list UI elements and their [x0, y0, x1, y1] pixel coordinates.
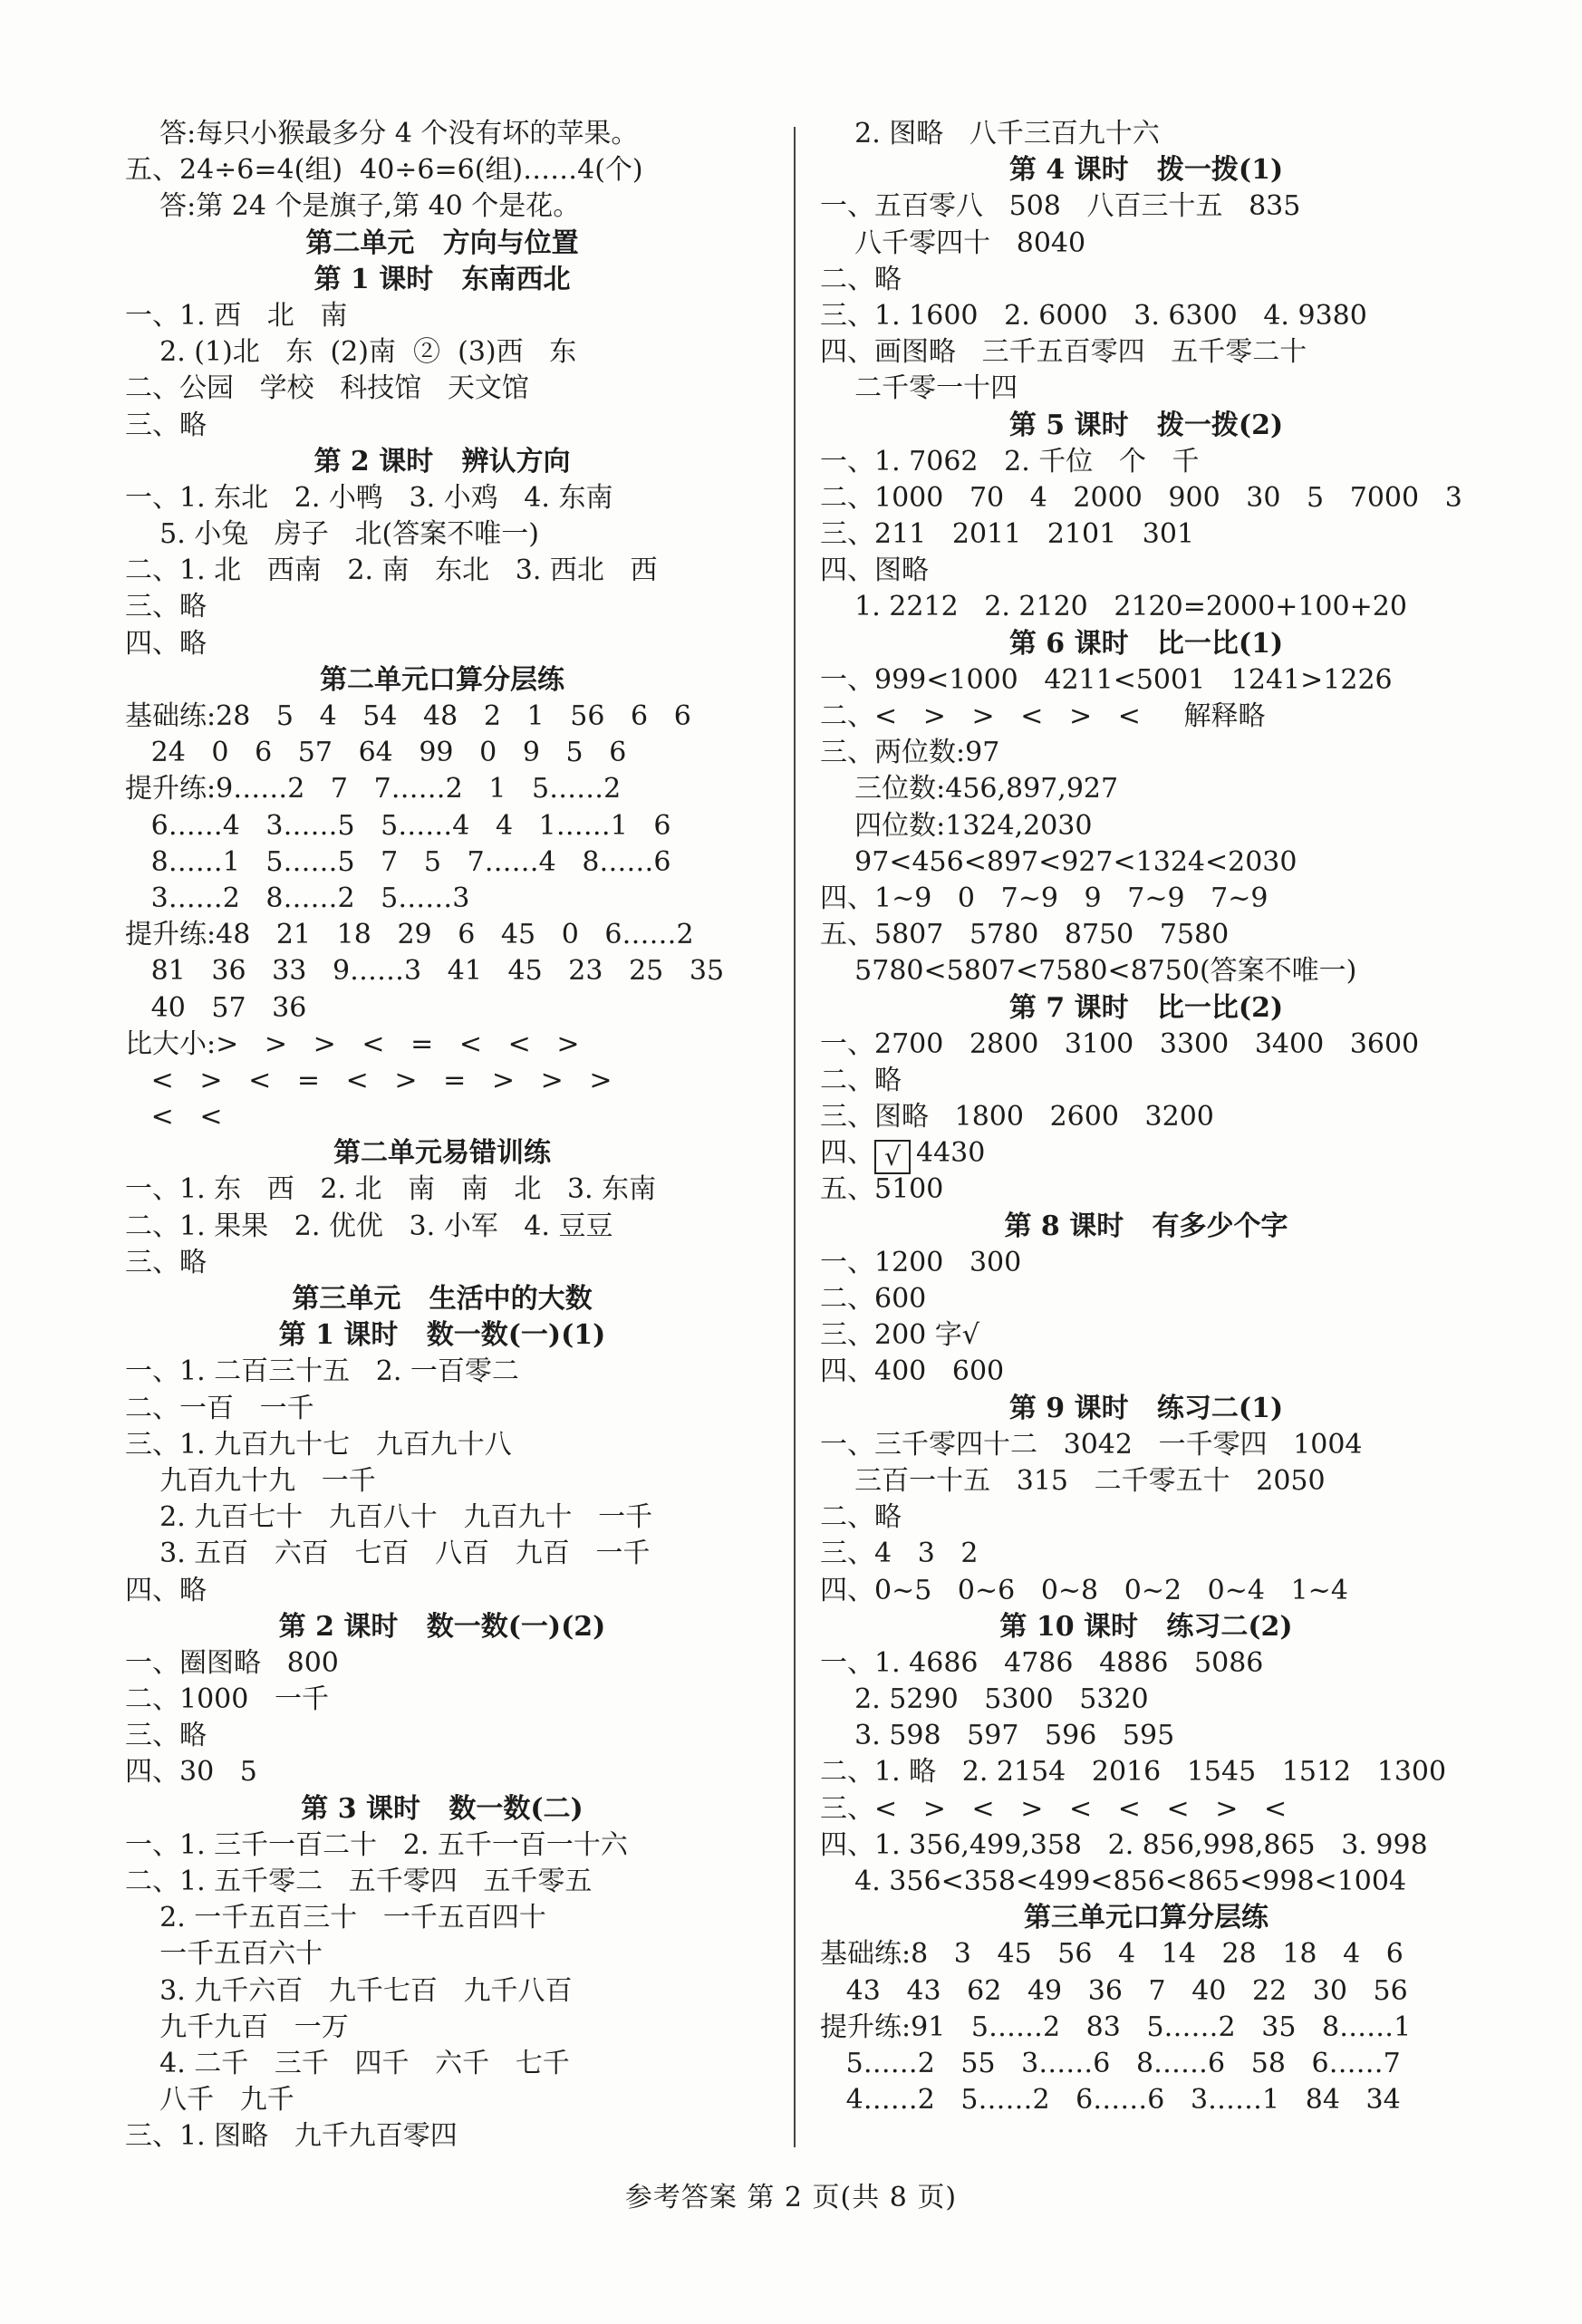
answer-line: 五、5100: [820, 1173, 944, 1206]
answer-line: 四、略: [125, 627, 207, 660]
answer-line: 四、0~5 0~6 0~8 0~2 0~4 1~4: [820, 1574, 1348, 1606]
answer-line: 3. 五百 六百 七百 八百 九百 一千: [125, 1538, 651, 1570]
answer-line: 答:第 24 个是旗子,第 40 个是花。: [125, 190, 581, 223]
answer-line: 24 0 6 57 64 99 0 9 5 6: [125, 737, 627, 769]
answer-prefix: 四、: [820, 1137, 874, 1170]
answer-line: 三、两位数:97: [820, 737, 1000, 769]
answer-line: 二、略: [820, 1064, 902, 1096]
answer-line: 2. 九百七十 九百八十 九百九十 一千: [125, 1501, 653, 1534]
answer-line: 四、图略: [820, 554, 929, 587]
answer-line: 97<456<897<927<1324<2030: [820, 845, 1297, 878]
answer-line: 九千九百 一万: [125, 2011, 349, 2043]
answer-line: 一、1. 东 西 2. 北 南 南 北 3. 东南: [125, 1173, 657, 1206]
answer-line: 三位数:456,897,927: [820, 773, 1119, 805]
answer-line: 三、< > < > < < < > <: [820, 1792, 1288, 1825]
answer-line: 基础练:28 5 4 54 48 2 1 56 6 6: [125, 700, 691, 732]
answer-line: 四、400 600: [820, 1355, 1005, 1388]
section-heading: 第二单元易错训练: [333, 1137, 551, 1170]
answer-line: 一、1. 三千一百二十 2. 五千一百一十六: [125, 1828, 628, 1861]
answer-line: 二、600: [820, 1283, 927, 1315]
answer-line: 二、1000 70 4 2000 900 30 5 7000 3: [820, 481, 1462, 514]
answer-line: 2. 一千五百三十 一千五百四十: [125, 1902, 546, 1934]
answer-line: 40 57 36: [125, 991, 307, 1024]
answer-line: 三百一十五 315 二千零五十 2050: [820, 1464, 1326, 1497]
section-heading: 第 10 课时 练习二(2): [999, 1610, 1293, 1643]
answer-line: 3. 598 597 596 595: [820, 1720, 1175, 1752]
answer-line: 提升练:91 5……2 83 5……2 35 8……1: [820, 2011, 1412, 2043]
answer-line: 三、4 3 2: [820, 1538, 979, 1570]
answer-line: 五、24÷6=4(组) 40÷6=6(组)……4(个): [125, 154, 643, 187]
answer-line: 三、1. 九百九十七 九百九十八: [125, 1428, 512, 1461]
answer-line: < > < = < > = > > >: [125, 1064, 613, 1096]
answer-line: 二、1. 略 2. 2154 2016 1545 1512 1300: [820, 1756, 1447, 1789]
answer-line: 二、略: [820, 263, 902, 295]
answer-line: 一、三千零四十二 3042 一千零四 1004: [820, 1428, 1363, 1461]
answer-line: 二、一百 一千: [125, 1392, 314, 1424]
answer-line: 8……1 5……5 7 5 7……4 8……6: [125, 845, 671, 878]
answer-line: 一、2700 2800 3100 3300 3400 3600: [820, 1027, 1420, 1060]
answer-line: 四、略: [125, 1574, 207, 1606]
answer-line: 四、1~9 0 7~9 9 7~9 7~9: [820, 882, 1268, 914]
page-footer: 参考答案 第 2 页(共 8 页): [624, 2182, 958, 2213]
answer-line: 提升练:48 21 18 29 6 45 0 6……2: [125, 919, 694, 951]
answer-line: 6……4 3……5 5……4 4 1……1 6: [125, 809, 671, 842]
section-heading: 第三单元 生活中的大数: [292, 1283, 593, 1315]
answer-line: < <: [125, 1101, 223, 1133]
answer-line: 4……2 5……2 6……6 3……1 84 34: [820, 2084, 1401, 2117]
answer-line: 一、1200 300: [820, 1246, 1022, 1278]
answer-line: 一、1. 7062 2. 千位 个 千: [820, 445, 1200, 477]
answer-line: 提升练:9……2 7 7……2 1 5……2: [125, 773, 622, 805]
section-heading: 第 7 课时 比一比(2): [1008, 991, 1284, 1024]
answer-line: 3……2 8……2 5……3: [125, 882, 470, 914]
checkmark-box-icon: √: [874, 1140, 911, 1174]
answer-line: 5……2 55 3……6 8……6 58 6……7: [820, 2047, 1401, 2079]
answer-line: 四、30 5: [125, 1756, 257, 1789]
answer-line: 43 43 62 49 36 7 40 22 30 56: [820, 1974, 1408, 2007]
answer-line: 二、1. 果果 2. 优优 3. 小军 4. 豆豆: [125, 1210, 613, 1242]
answer-line: 八千零四十 8040: [820, 227, 1086, 259]
answer-line: 二千零一十四: [820, 372, 1018, 405]
answer-line: 比大小:> > > < = < < >: [125, 1027, 580, 1060]
answer-line: 一、1. 二百三十五 2. 一百零二: [125, 1355, 519, 1388]
answer-line: 三、略: [125, 591, 207, 623]
answer-line: 二、1. 北 西南 2. 南 东北 3. 西北 西: [125, 554, 658, 587]
answer-line: 5. 小兔 房子 北(答案不唯一): [125, 518, 539, 551]
answer-line: 二、1000 一千: [125, 1683, 329, 1716]
answer-line: 一、五百零八 508 八百三十五 835: [820, 190, 1301, 223]
section-heading: 第 6 课时 比一比(1): [1008, 627, 1284, 660]
answer-line: 一、1. 西 北 南: [125, 299, 348, 332]
answer-line: 2. 图略 八千三百九十六: [820, 118, 1160, 149]
section-heading: 第 2 课时 数一数(一)(2): [278, 1610, 606, 1643]
answer-line: 一、1. 东北 2. 小鸭 3. 小鸡 4. 东南: [125, 481, 613, 514]
answer-line: 二、1. 五千零二 五千零四 五千零五: [125, 1866, 593, 1897]
section-heading: 第 1 课时 数一数(一)(1): [278, 1319, 606, 1352]
answer-line: 三、图略 1800 2600 3200: [820, 1101, 1214, 1133]
answer-line: 五、5807 5780 8750 7580: [820, 919, 1230, 951]
section-heading: 第 4 课时 拨一拨(1): [1008, 154, 1284, 187]
section-heading: 第 1 课时 东南西北: [314, 263, 571, 295]
answer-line: 一千五百六十: [125, 1938, 323, 1971]
answer-line: 3. 九千六百 九千七百 九千八百: [125, 1974, 573, 2007]
section-heading: 第 2 课时 辨认方向: [314, 445, 571, 477]
answer-line: 四位数:1324,2030: [820, 809, 1093, 842]
answer-line: 81 36 33 9……3 41 45 23 25 35: [125, 955, 725, 988]
answer-line: 一、圈图略 800: [125, 1646, 339, 1679]
answer-line: 九百九十九 一千: [125, 1464, 376, 1497]
answer-line-checkbox: [820, 1135, 1472, 1172]
answer-line: 2. (1)北 东 (2)南 ② (3)西 东: [125, 336, 577, 369]
section-heading: 第二单元口算分层练: [320, 663, 564, 696]
answer-line: 4. 356<358<499<856<865<998<1004: [820, 1866, 1407, 1897]
answer-text: 4430: [916, 1137, 986, 1170]
section-heading: 第二单元 方向与位置: [305, 227, 579, 259]
answer-line: 三、200 字√: [820, 1319, 979, 1352]
answer-line: 三、1. 图略 九千九百零四: [125, 2120, 458, 2153]
answer-line: 基础练:8 3 45 56 4 14 28 18 4 6: [820, 1938, 1404, 1971]
answer-line: 三、略: [125, 1246, 207, 1278]
answer-line: 三、略: [125, 1720, 207, 1752]
answer-line: 三、1. 1600 2. 6000 3. 6300 4. 9380: [820, 299, 1367, 332]
answer-line: 八千 九千: [125, 2084, 294, 2117]
answer-line: 5780<5807<7580<8750(答案不唯一): [820, 955, 1357, 988]
section-heading: 第三单元口算分层练: [1024, 1902, 1268, 1934]
answer-line: 四、画图略 三千五百零四 五千零二十: [820, 336, 1307, 369]
answer-line: 一、999<1000 4211<5001 1241>1226: [820, 663, 1393, 696]
section-heading: 第 5 课时 拨一拨(2): [1008, 409, 1284, 441]
answer-line: 二、略: [820, 1501, 902, 1534]
answer-line: 三、211 2011 2101 301: [820, 518, 1195, 551]
right-column: [820, 116, 1472, 2118]
answer-line: 4. 二千 三千 四千 六千 七千: [125, 2047, 570, 2079]
left-column: [125, 116, 759, 2155]
answer-line: 答:每只小猴最多分 4 个没有坏的苹果。: [125, 118, 639, 149]
answer-line: 二、< > > < > < 解释略: [820, 700, 1266, 732]
section-heading: 第 9 课时 练习二(1): [1008, 1392, 1284, 1424]
section-heading: 第 8 课时 有多少个字: [1004, 1210, 1288, 1242]
answer-line: 2. 5290 5300 5320: [820, 1683, 1149, 1716]
answer-line: 四、1. 356,499,358 2. 856,998,865 3. 998: [820, 1828, 1428, 1861]
answer-line: 三、略: [125, 409, 207, 441]
section-heading: 第 3 课时 数一数(二): [301, 1792, 584, 1825]
column-divider: [794, 127, 796, 2147]
answer-line: 一、1. 4686 4786 4886 5086: [820, 1646, 1264, 1679]
answer-line: 1. 2212 2. 2120 2120=2000+100+20: [820, 591, 1407, 623]
answer-line: 二、公园 学校 科技馆 天文馆: [125, 372, 529, 405]
